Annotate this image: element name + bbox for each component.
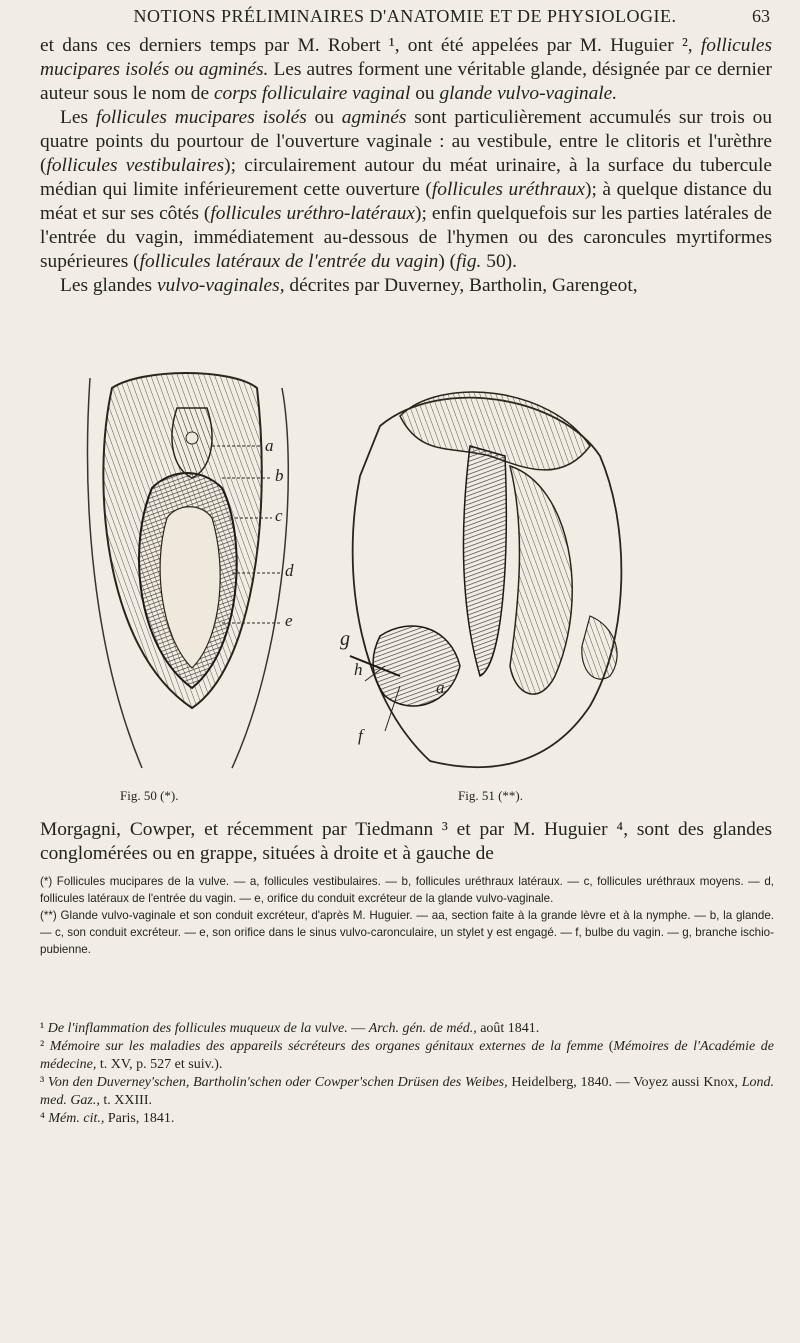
note-fig50: (*) Follicules mucipares de la vulve. — a, follicules vestibulaires. — b, follicules uréthraux latéraux. — c, follicules uréthraux moyens. — d, follicules latéraux de l'entrée du vagin. — e, orifice du conduit excréteur de la glande vulvo-vaginale. — [40, 875, 774, 905]
header-title: NOTIONS PRÉLIMINAIRES D'ANATOMIE ET DE PHYSIOLOGIE. — [133, 6, 677, 26]
fn-mark: ³ — [40, 1075, 48, 1090]
fn-text: t. XXIII. — [99, 1093, 152, 1108]
para-term: vulvo-vaginales, — [156, 275, 285, 296]
para-text: ) ( — [438, 251, 457, 272]
paragraph-glandes — [40, 274, 772, 298]
figure-51-caption: Fig. 51 (**). — [458, 788, 523, 803]
running-header — [40, 6, 770, 32]
intro-text: Les autres forment une véritable glande, désignée par ce dernier auteur sous le nom de — [40, 59, 772, 104]
fn-text: — — [347, 1021, 369, 1036]
figures-block — [40, 312, 770, 820]
para-text: Morgagni, Cowper, et récemment par Tiedmann ³ et par M. Huguier ⁴, sont des glandes conglomérées ou en grappe, situées à droite et à gauche de — [40, 819, 772, 864]
figure-51 — [340, 376, 640, 776]
para-term: follicules latéraux de l'entrée du vagin — [139, 251, 439, 272]
para-term: follicules uréthro-latéraux — [210, 203, 416, 224]
figure-51-engraving — [340, 376, 640, 776]
intro-paragraph — [40, 34, 772, 298]
fn-title: Mém. cit., — [48, 1111, 105, 1126]
fig51-label-h: h — [354, 660, 363, 679]
fig50-label-c: c — [275, 506, 283, 525]
fn-title: Lond. med. Gaz., — [40, 1075, 774, 1108]
fn-title: Mémoires de l'Académie de médecine, — [40, 1039, 774, 1072]
para-text: Les glandes — [60, 275, 157, 296]
note-fig51: (**) Glande vulvo-vaginale et son conduit excréteur, d'après M. Huguier. — aa, section faite à la grande lèvre et à la nymphe. — b, la glande. — c, son conduit excréteur. — e, son orifice dans le sinus vulvo-caronculaire, un stylet y est engagé. — f, bulbe du vagin. — g, branche ischio-pubienne. — [40, 909, 774, 956]
fn-text: t. XV, p. 527 et suiv.). — [96, 1057, 223, 1072]
para-text: Les — [60, 107, 96, 128]
fn-text: Heidelberg, 1840. — Voyez aussi Knox, — [507, 1075, 742, 1090]
footnotes — [40, 1020, 774, 1128]
para-text: ou — [306, 107, 342, 128]
para-term: follicules mucipares isolés — [95, 107, 307, 128]
fig50-label-b: b — [275, 466, 284, 485]
fig50-label-d: d — [285, 561, 294, 580]
fn-title: De l'inflammation des follicules muqueux de la vulve. — [47, 1021, 348, 1036]
fn-text: Paris, 1841. — [104, 1111, 175, 1126]
fig51-label-f: f — [358, 726, 363, 745]
fig51-label-g: g — [340, 628, 350, 650]
para-term: agminés — [341, 107, 407, 128]
intro-term: follicules mucipares isolés ou agminés. — [40, 35, 772, 80]
paragraph-morgagni — [40, 818, 772, 866]
fig50-label-e: e — [285, 611, 293, 630]
fn-title: Arch. gén. de méd., — [368, 1021, 477, 1036]
page-number: 63 — [752, 6, 770, 26]
fig51-label-a: a — [436, 678, 445, 697]
fig50-label-a: a — [265, 436, 274, 455]
para-text: sont particulièrement accumulés sur trois ou quatre points du pourtour de l'ouverture vaginale : au vestibule, entre le clitoris et l'urèthre ( — [40, 107, 773, 176]
fn-title: Von den Duverney'schen, Bartholin'schen oder Cowper'schen Drüsen des Weibes, — [47, 1075, 508, 1090]
figure-50-caption: Fig. 50 (*). — [120, 788, 179, 803]
para-text: ); à quelque distance du méat et sur ses côtés ( — [40, 179, 772, 224]
footnote-3 — [40, 1074, 774, 1110]
para-term: fig. — [456, 251, 482, 272]
para-text: ); enfin quelquefois sur les parties latérales de l'entrée du vagin, immédiatement au-dessous de l'hymen ou des caroncules myrtiformes supérieures ( — [40, 203, 772, 272]
intro-text: ou — [410, 83, 440, 104]
para-text: 50). — [481, 251, 517, 272]
intro-term: glande vulvo-vaginale. — [439, 83, 618, 104]
fn-title: Mémoire sur les maladies des appareils sécréteurs des organes génitaux externes de la femme — [49, 1039, 604, 1054]
fn-mark: ² — [40, 1039, 50, 1054]
para-text: décrites par Duverney, Bartholin, Garengeot, — [284, 275, 638, 296]
figure-50 — [82, 348, 322, 778]
fn-text: ( — [603, 1039, 614, 1054]
para-term: follicules vestibulaires — [46, 155, 225, 176]
para-term: follicules uréthraux — [431, 179, 586, 200]
footnote-1 — [40, 1020, 774, 1038]
intro-term: corps folliculaire vaginal — [213, 83, 411, 104]
paragraph-follicules — [40, 106, 772, 274]
footnote-4 — [40, 1110, 774, 1128]
intro-text: et dans ces derniers temps par M. Robert ¹, ont été appelées par M. Huguier ², — [40, 35, 701, 56]
footnote-2 — [40, 1038, 774, 1074]
para-text: ); circulairement autour du méat urinaire, à la surface du tubercule médian qui limite inférieurement cette ouverture ( — [40, 155, 772, 200]
figure-notes — [40, 873, 774, 958]
fn-mark: ¹ — [40, 1021, 48, 1036]
fn-text: août 1841. — [476, 1021, 540, 1036]
fn-mark: ⁴ — [40, 1111, 49, 1126]
